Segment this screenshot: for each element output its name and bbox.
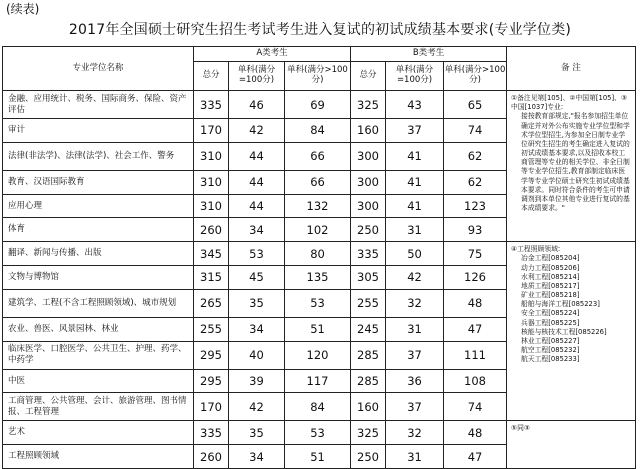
- row-name: 翻译、新闻与传播、出版: [3, 242, 194, 266]
- b-single-high: 111: [444, 341, 507, 369]
- b-single-low: 37: [386, 119, 444, 143]
- b-total: 160: [351, 393, 386, 421]
- a-single-low-header: 单科(满分=100分): [229, 62, 285, 91]
- row-name: 审计: [3, 119, 194, 143]
- b-total: 335: [351, 242, 386, 266]
- b-total: 325: [351, 91, 386, 119]
- b-single-low: 42: [386, 265, 444, 289]
- b-total: 285: [351, 369, 386, 393]
- note-1: ①备注见第[105]、②中国第[105]、③中国[1037]专业:: [511, 94, 628, 112]
- a-total: 170: [194, 119, 229, 143]
- a-single-low: 34: [229, 445, 285, 469]
- a-total: 335: [194, 421, 229, 445]
- b-single-high: 74: [444, 119, 507, 143]
- remarks-notes-top: [507, 91, 636, 242]
- b-total: 160: [351, 119, 386, 143]
- a-single-high: 117: [285, 369, 351, 393]
- table-row: [3, 242, 636, 266]
- a-total: 335: [194, 91, 229, 119]
- field-item: 船舶与海洋工程[085223]: [521, 300, 600, 309]
- category-header: 专业学位名称: [3, 47, 194, 91]
- a-total: 295: [194, 341, 229, 369]
- a-total-header: 总分: [194, 62, 229, 91]
- row-name: 教育、汉语国际教育: [3, 170, 194, 194]
- b-single-low: 50: [386, 242, 444, 266]
- b-single-low: 32: [386, 289, 444, 317]
- a-total: 310: [194, 142, 229, 170]
- a-single-low: 42: [229, 393, 285, 421]
- b-single-low: 37: [386, 341, 444, 369]
- b-single-high: 65: [444, 91, 507, 119]
- row-name: 文物与博物馆: [3, 265, 194, 289]
- field-item: 水利工程[085214]: [521, 272, 580, 281]
- a-single-low: 44: [229, 170, 285, 194]
- a-single-high: 135: [285, 265, 351, 289]
- a-total: 310: [194, 170, 229, 194]
- a-total: 315: [194, 265, 229, 289]
- a-total: 260: [194, 218, 229, 242]
- b-single-low: 43: [386, 91, 444, 119]
- a-total: 345: [194, 242, 229, 266]
- row-name: 应用心理: [3, 194, 194, 218]
- remarks-note-5: [507, 421, 636, 469]
- b-total: 285: [351, 341, 386, 369]
- field-item: 安全工程[085224]: [521, 309, 580, 318]
- a-single-low: 40: [229, 341, 285, 369]
- b-single-low-header: 单科(满分=100分): [386, 62, 444, 91]
- b-single-high: 75: [444, 242, 507, 266]
- b-total: 300: [351, 170, 386, 194]
- score-table: [2, 46, 636, 469]
- row-name: 中医: [3, 369, 194, 393]
- row-name: 艺术: [3, 421, 194, 445]
- a-single-high: 53: [285, 289, 351, 317]
- a-single-low: 39: [229, 369, 285, 393]
- row-name: 工程照顾领域: [3, 445, 194, 469]
- a-single-high: 51: [285, 445, 351, 469]
- b-total: 325: [351, 421, 386, 445]
- a-single-high: 120: [285, 341, 351, 369]
- group-b-header: B类考生: [351, 47, 507, 62]
- b-single-high: 48: [444, 421, 507, 445]
- a-single-high: 80: [285, 242, 351, 266]
- field-item: 动力工程[085206]: [521, 263, 580, 272]
- a-total: 255: [194, 317, 229, 341]
- a-single-low: 44: [229, 142, 285, 170]
- a-single-high: 84: [285, 119, 351, 143]
- b-single-low: 31: [386, 218, 444, 242]
- a-single-low: 42: [229, 119, 285, 143]
- a-single-low: 35: [229, 421, 285, 445]
- field-item: 林业工程[085227]: [521, 336, 580, 345]
- a-total: 170: [194, 393, 229, 421]
- a-single-high: 51: [285, 317, 351, 341]
- b-total: 300: [351, 142, 386, 170]
- b-total: 300: [351, 194, 386, 218]
- a-total: 265: [194, 289, 229, 317]
- b-single-low: 36: [386, 369, 444, 393]
- b-total: 250: [351, 445, 386, 469]
- a-total: 310: [194, 194, 229, 218]
- a-single-high: 53: [285, 421, 351, 445]
- b-total: 305: [351, 265, 386, 289]
- a-single-low: 44: [229, 194, 285, 218]
- field-item: 核能与核技术工程[085226]: [521, 327, 607, 336]
- b-total: 245: [351, 317, 386, 341]
- b-single-high: 74: [444, 393, 507, 421]
- table-row: [3, 421, 636, 445]
- b-total-header: 总分: [351, 62, 386, 91]
- note-1-detail: 接按教育部规定,"报名参加招生单位确定并对外公布实施专业学位型和学术学位型招生,为参加全日制专业学位研究生招生的考生确定进入复试的初试成绩基本要求,以及招收本校工商管理等专业的相关学位、非全日制等专业学位招生,教育部制定临床医学等专业学位硕士研究生初试成绩基本要求。同时符合条件的考生可申请调剂到本单位其他专业进行复试的基本成绩要求。": [521, 112, 630, 213]
- row-name: 农业、兽医、风景园林、林业: [3, 317, 194, 341]
- row-name: 建筑学、工程(不含工程照顾领域)、城市规划: [3, 289, 194, 317]
- field-item: 矿业工程[085218]: [521, 291, 580, 300]
- group-a-header: A类考生: [194, 47, 351, 62]
- field-item: 冶金工程[085204]: [521, 254, 580, 263]
- b-total: 255: [351, 289, 386, 317]
- b-total: 250: [351, 218, 386, 242]
- field-item: 地质工程[085217]: [521, 281, 580, 290]
- b-single-low: 41: [386, 170, 444, 194]
- a-single-low: 53: [229, 242, 285, 266]
- b-single-high: 62: [444, 142, 507, 170]
- b-single-low: 32: [386, 421, 444, 445]
- remarks-notes-fields: [507, 242, 636, 421]
- b-single-low: 41: [386, 194, 444, 218]
- b-single-low: 31: [386, 317, 444, 341]
- a-single-low: 46: [229, 91, 285, 119]
- table-row: [3, 91, 636, 119]
- a-single-high: 69: [285, 91, 351, 119]
- b-single-high: 48: [444, 289, 507, 317]
- b-single-low: 37: [386, 393, 444, 421]
- b-single-high: 108: [444, 369, 507, 393]
- b-single-high-header: 单科(满分>100分): [444, 62, 507, 91]
- a-single-low: 34: [229, 317, 285, 341]
- field-item: 航空工程[085232]: [521, 346, 580, 355]
- a-single-high: 132: [285, 194, 351, 218]
- remarks-header: 备 注: [507, 47, 636, 91]
- note-4: ④工程照顾领域:: [511, 245, 561, 254]
- page-title: 2017年全国硕士研究生招生考试考生进入复试的初试成绩基本要求(专业学位类): [68, 22, 572, 38]
- b-single-low: 31: [386, 445, 444, 469]
- field-item: 兵器工程[085225]: [521, 318, 580, 327]
- a-total: 260: [194, 445, 229, 469]
- b-single-high: 62: [444, 170, 507, 194]
- row-name: 工商管理、公共管理、会计、旅游管理、图书情报、工程管理: [3, 393, 194, 421]
- continued-label: (续表): [6, 2, 40, 16]
- a-total: 295: [194, 369, 229, 393]
- b-single-high: 47: [444, 317, 507, 341]
- a-single-high: 66: [285, 170, 351, 194]
- row-name: 法律(非法学)、法律(法学)、社会工作、警务: [3, 142, 194, 170]
- a-single-high: 102: [285, 218, 351, 242]
- note-5: ⑤同③: [511, 424, 531, 433]
- row-name: 金融、应用统计、税务、国际商务、保险、资产评估: [3, 91, 194, 119]
- field-item: 航天工程[085233]: [521, 355, 580, 364]
- a-single-low: 34: [229, 218, 285, 242]
- a-single-low: 45: [229, 265, 285, 289]
- b-single-high: 93: [444, 218, 507, 242]
- a-single-high-header: 单科(满分>100分): [285, 62, 351, 91]
- b-single-low: 41: [386, 142, 444, 170]
- b-single-high: 126: [444, 265, 507, 289]
- b-single-high: 123: [444, 194, 507, 218]
- a-single-high: 84: [285, 393, 351, 421]
- b-single-high: 47: [444, 445, 507, 469]
- a-single-high: 66: [285, 142, 351, 170]
- row-name: 临床医学、口腔医学、公共卫生、护理、药学、中药学: [3, 341, 194, 369]
- row-name: 体育: [3, 218, 194, 242]
- a-single-low: 35: [229, 289, 285, 317]
